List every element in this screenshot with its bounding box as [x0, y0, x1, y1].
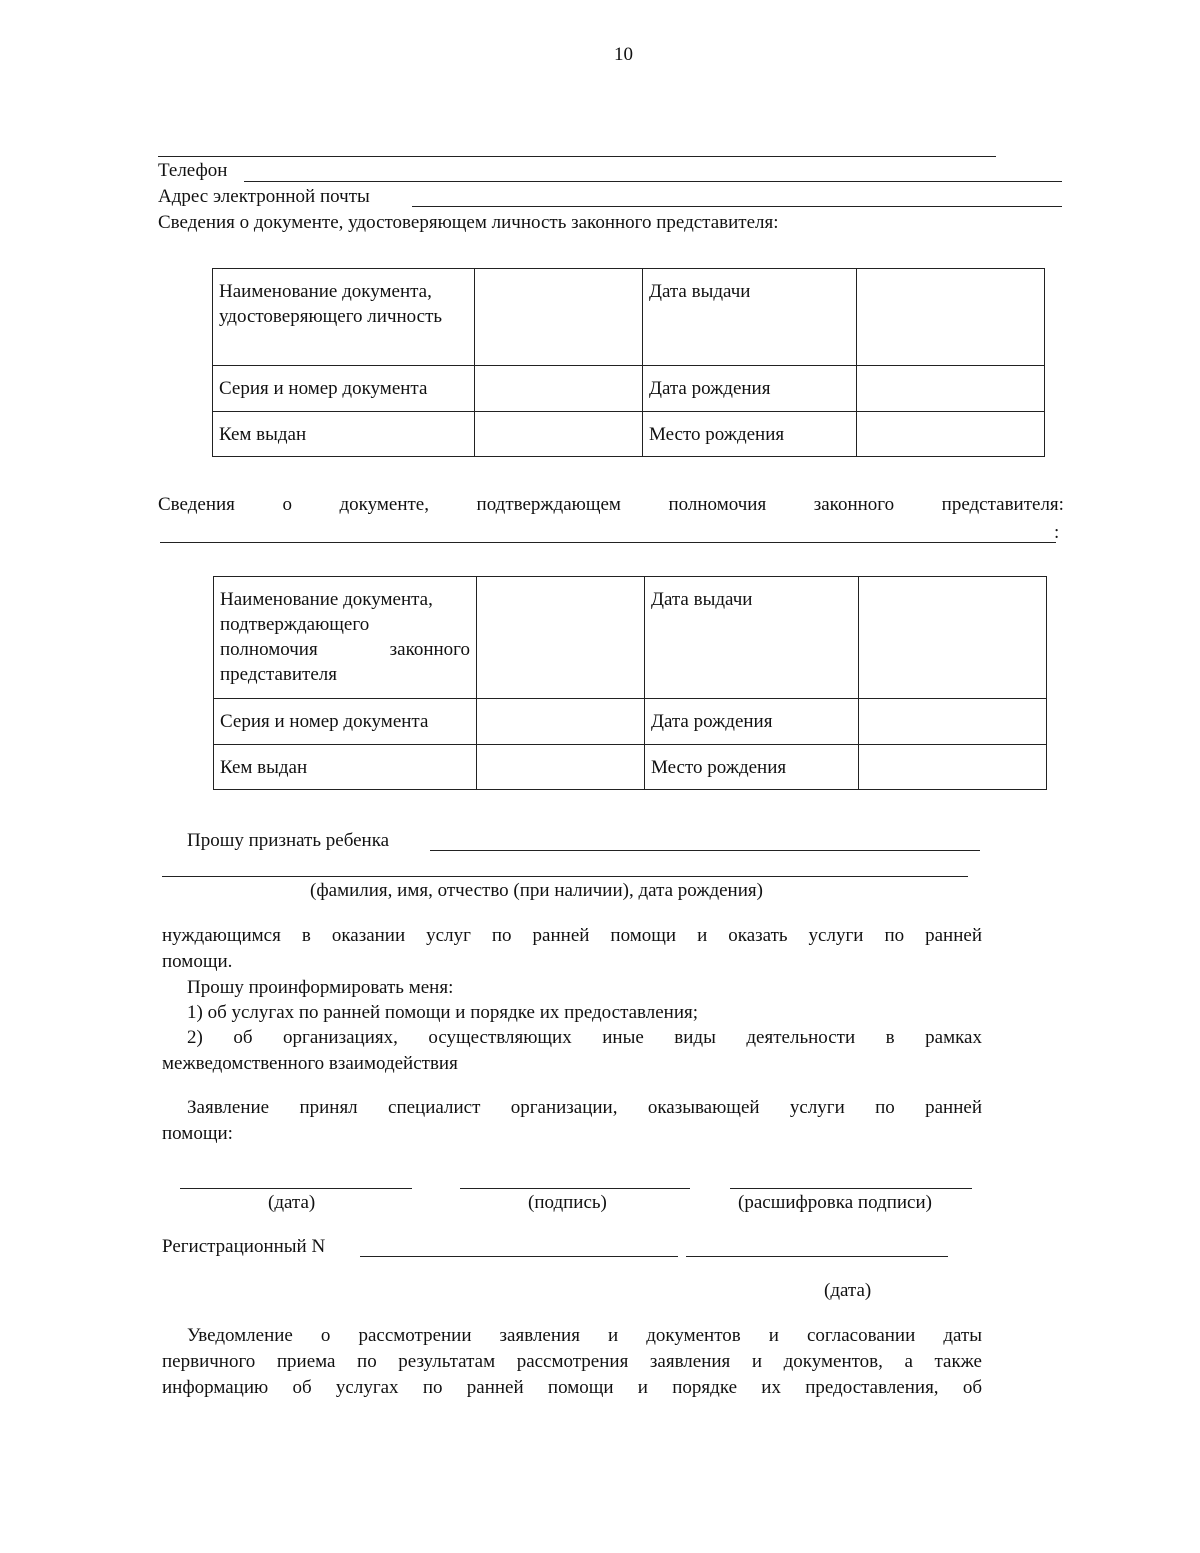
authority-doc-name-value[interactable]	[477, 577, 645, 699]
email-label: Адрес электронной почты	[158, 186, 370, 207]
registration-date-line[interactable]	[686, 1256, 948, 1257]
identity-birth-place-label: Место рождения	[643, 412, 857, 457]
identity-series-label: Серия и номер документа	[213, 366, 475, 412]
authority-word: о	[282, 494, 292, 515]
identity-issued-by-value[interactable]	[475, 412, 643, 457]
phone-label: Телефон	[158, 160, 228, 181]
identity-doc-name-value[interactable]	[475, 269, 643, 366]
child-field-line[interactable]	[430, 850, 980, 851]
authority-heading	[158, 494, 1064, 516]
acceptance-decode-line[interactable]	[730, 1188, 972, 1189]
identity-document-table	[212, 268, 1045, 457]
authority-word: законного	[813, 494, 895, 515]
inform-item-1: 1) об услугах по ранней помощи и порядке их предоставления;	[187, 1002, 699, 1023]
inform-label: Прошу проинформировать меня:	[187, 977, 454, 998]
identity-issued-by-label: Кем выдан	[213, 412, 475, 457]
authority-doc-name-label	[214, 577, 477, 699]
notice-text-line: первичного приема по результатам рассмотрения заявления и документов, а также	[162, 1351, 982, 1372]
acceptance-text-cont: помощи:	[162, 1123, 233, 1144]
notice-text-line: информацию об услугах по ранней помощи и порядке их предоставления, об	[162, 1377, 982, 1398]
identity-issue-date-value[interactable]	[857, 269, 1045, 366]
authority-birth-date-label: Дата рождения	[645, 699, 859, 745]
identity-birth-place-value[interactable]	[857, 412, 1045, 457]
authority-doc-name-line: Наименование документа,	[220, 589, 433, 610]
inform-item-2: 2) об организациях, осуществляющих иные виды деятельности в рамках	[187, 1027, 982, 1048]
authority-doc-name-line: представителя	[220, 664, 338, 685]
authority-doc-name-word: законного	[389, 639, 470, 660]
authority-word: представителя:	[941, 494, 1064, 515]
registration-label: Регистрационный N	[162, 1236, 326, 1257]
top-blank-line	[158, 156, 996, 157]
acceptance-signature-line[interactable]	[460, 1188, 690, 1189]
authority-series-value[interactable]	[477, 699, 645, 745]
page-number: 10	[614, 44, 633, 65]
authority-doc-name-line: подтверждающего	[220, 614, 370, 635]
authority-end-mark: :	[1054, 522, 1060, 543]
identity-birth-date-label: Дата рождения	[643, 366, 857, 412]
authority-issue-date-label: Дата выдачи	[645, 577, 859, 699]
need-text-line: помощи.	[162, 951, 233, 972]
authority-issued-by-label: Кем выдан	[214, 745, 477, 790]
authority-word: Сведения	[158, 494, 235, 515]
need-text-line: нуждающимся в оказании услуг по ранней помощи и оказать услуги по ранней	[162, 925, 982, 946]
child-label: Прошу признать ребенка	[187, 830, 390, 851]
authority-word: полномочия	[668, 494, 767, 515]
acceptance-date-caption: (дата)	[268, 1192, 316, 1213]
authority-issued-by-value[interactable]	[477, 745, 645, 790]
authority-series-label: Серия и номер документа	[214, 699, 477, 745]
registration-date-caption: (дата)	[824, 1280, 872, 1301]
authority-document-table	[213, 576, 1047, 790]
acceptance-text: Заявление принял специалист организации, оказывающей услуги по ранней	[187, 1097, 982, 1118]
acceptance-signature-caption: (подпись)	[528, 1192, 607, 1213]
authority-doc-name-word: полномочия	[220, 639, 318, 660]
identity-series-value[interactable]	[475, 366, 643, 412]
acceptance-date-line[interactable]	[180, 1188, 412, 1189]
authority-field-line[interactable]	[160, 542, 1056, 543]
authority-doc-name-line	[220, 637, 470, 662]
child-caption: (фамилия, имя, отчество (при наличии), дата рождения)	[310, 880, 763, 901]
identity-issue-date-label: Дата выдачи	[643, 269, 857, 366]
phone-field-line[interactable]	[244, 181, 1062, 182]
identity-heading: Сведения о документе, удостоверяющем личность законного представителя:	[158, 212, 779, 233]
inform-item-2-cont: межведомственного взаимодействия	[162, 1053, 458, 1074]
child-field-line-2[interactable]	[162, 876, 968, 877]
identity-doc-name-label: Наименование документа, удостоверяющего личность	[213, 269, 475, 366]
authority-birth-date-value[interactable]	[859, 699, 1047, 745]
registration-number-line[interactable]	[360, 1256, 678, 1257]
notice-text-line: Уведомление о рассмотрении заявления и документов и согласовании даты	[187, 1325, 982, 1346]
authority-birth-place-value[interactable]	[859, 745, 1047, 790]
identity-birth-date-value[interactable]	[857, 366, 1045, 412]
authority-birth-place-label: Место рождения	[645, 745, 859, 790]
authority-word: документе,	[339, 494, 429, 515]
authority-issue-date-value[interactable]	[859, 577, 1047, 699]
email-field-line[interactable]	[412, 206, 1062, 207]
acceptance-decode-caption: (расшифровка подписи)	[738, 1192, 932, 1213]
authority-word: подтверждающем	[476, 494, 621, 515]
